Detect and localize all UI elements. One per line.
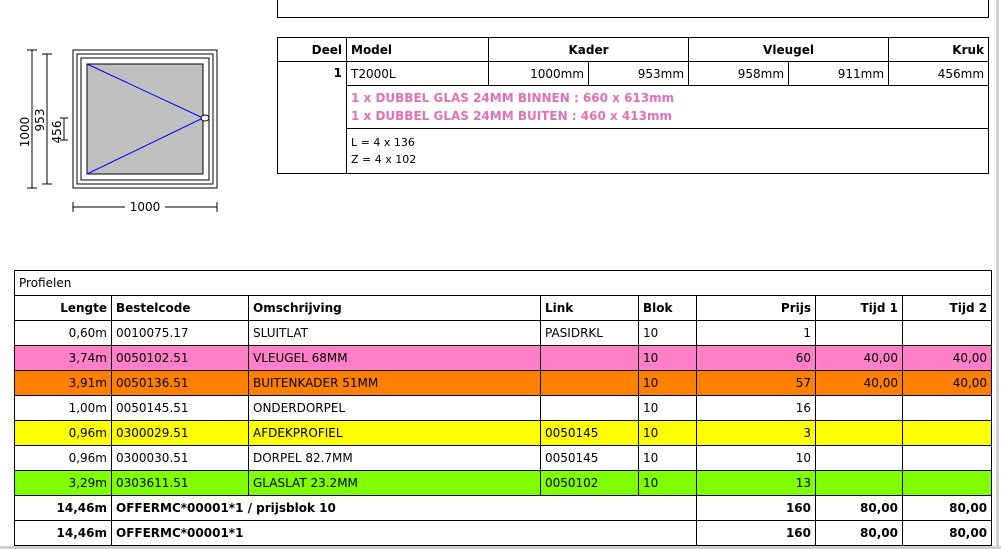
deel-header-row [278,38,989,62]
glass-pane [87,64,203,174]
total-prijs: 160 [697,521,816,546]
cell-tijd1: 40,00 [816,371,903,396]
cell-link [541,396,639,421]
cell-omschrijving: AFDEKPROFIEL [249,421,541,446]
cell-code: 0300030.51 [112,446,249,471]
cell-prijs: 10 [697,446,816,471]
cell-tijd2: 40,00 [903,371,992,396]
kader-value-1: 1000mm [489,62,589,86]
header-tijd1: Tijd 1 [816,296,903,321]
dim-label-height-outer: 1000 [18,116,32,148]
cell-omschrijving: DORPEL 82.7MM [249,446,541,471]
header-prijs: Prijs [697,296,816,321]
table-row [15,396,992,421]
cell-tijd2 [903,446,992,471]
cell-tijd1 [816,421,903,446]
model-value: T2000L [347,62,489,86]
cell-lengte: 0,96m [15,446,112,471]
profielen-title: Profielen [15,271,992,296]
dim-label-width: 1000 [129,200,161,214]
top-header-box [277,0,989,18]
glass-row [278,86,989,129]
cell-tijd2 [903,471,992,496]
header-blok: Blok [639,296,697,321]
cell-blok: 10 [639,321,697,346]
cell-link: 0050102 [541,471,639,496]
cell-prijs: 1 [697,321,816,346]
cell-prijs: 13 [697,471,816,496]
kader-value-2: 953mm [589,62,689,86]
notes-row [278,129,989,174]
profielen-table [14,270,992,546]
deel-table [277,37,989,174]
total-tijd1: 80,00 [816,521,903,546]
profielen-title-row [15,271,992,296]
cell-lengte: 3,91m [15,371,112,396]
cell-blok: 10 [639,421,697,446]
cell-omschrijving: VLEUGEL 68MM [249,346,541,371]
cell-lengte: 3,74m [15,346,112,371]
total-prijs: 160 [697,496,816,521]
kruk-value: 456mm [889,62,989,86]
total-tijd1: 80,00 [816,496,903,521]
cell-code: 0050145.51 [112,396,249,421]
cell-blok: 10 [639,346,697,371]
note-line-1: L = 4 x 136 [351,136,415,149]
note-line-2: Z = 4 x 102 [351,153,417,166]
total-label: OFFERMC*00001*1 / prijsblok 10 [112,496,697,521]
handle-icon [201,115,209,121]
cell-code: 0010075.17 [112,321,249,346]
table-row [15,321,992,346]
table-row [15,471,992,496]
total-label: OFFERMC*00001*1 [112,521,697,546]
cell-tijd1: 40,00 [816,346,903,371]
cell-code: 0050136.51 [112,371,249,396]
total-row [15,521,992,546]
dim-label-handle-height: 456 [50,120,64,144]
cell-link: PASIDRKL [541,321,639,346]
total-lengte: 14,46m [15,521,112,546]
window-drawing [10,40,230,220]
total-row [15,496,992,521]
cell-tijd1 [816,396,903,421]
cell-link: 0050145 [541,446,639,471]
vleugel-value-1: 958mm [689,62,789,86]
header-link: Link [541,296,639,321]
cell-omschrijving: GLASLAT 23.2MM [249,471,541,496]
dim-label-height-inner: 953 [33,108,47,132]
header-model: Model [347,38,489,62]
vleugel-value-2: 911mm [789,62,889,86]
cell-code: 0050102.51 [112,346,249,371]
cell-prijs: 16 [697,396,816,421]
cell-link [541,346,639,371]
total-tijd2: 80,00 [903,521,992,546]
cell-prijs: 57 [697,371,816,396]
cell-lengte: 1,00m [15,396,112,421]
glass-line-2: 1 x DUBBEL GLAS 24MM BUITEN : 460 x 413mm [351,109,672,123]
table-row [15,346,992,371]
cell-blok: 10 [639,471,697,496]
profielen-header-row [15,296,992,321]
cell-link: 0050145 [541,421,639,446]
cell-omschrijving: ONDERDORPEL [249,396,541,421]
cell-tijd2 [903,396,992,421]
cell-tijd1 [816,471,903,496]
glass-line-1: 1 x DUBBEL GLAS 24MM BINNEN : 660 x 613mm [351,91,675,105]
total-lengte: 14,46m [15,496,112,521]
header-kader: Kader [489,38,689,62]
window-right-edge [996,0,999,549]
header-tijd2: Tijd 2 [903,296,992,321]
cell-lengte: 3,29m [15,471,112,496]
cell-link [541,371,639,396]
cell-tijd2 [903,421,992,446]
cell-tijd1 [816,446,903,471]
cell-blok: 10 [639,371,697,396]
header-vleugel: Vleugel [689,38,889,62]
cell-omschrijving: SLUITLAT [249,321,541,346]
cell-lengte: 0,96m [15,421,112,446]
cell-tijd1 [816,321,903,346]
deel-data-row [278,62,989,86]
cell-prijs: 60 [697,346,816,371]
table-row [15,446,992,471]
header-kruk: Kruk [889,38,989,62]
cell-prijs: 3 [697,421,816,446]
deel-number: 1 [278,62,347,174]
cell-blok: 10 [639,396,697,421]
cell-tijd2 [903,321,992,346]
total-tijd2: 80,00 [903,496,992,521]
cell-lengte: 0,60m [15,321,112,346]
header-lengte: Lengte [15,296,112,321]
header-deel: Deel [278,38,347,62]
cell-code: 0300029.51 [112,421,249,446]
cell-tijd2: 40,00 [903,346,992,371]
cell-blok: 10 [639,446,697,471]
header-omschrijving: Omschrijving [249,296,541,321]
header-bestelcode: Bestelcode [112,296,249,321]
table-row [15,371,992,396]
table-row [15,421,992,446]
notes-cell [347,129,989,174]
cell-code: 0303611.51 [112,471,249,496]
cell-omschrijving: BUITENKADER 51MM [249,371,541,396]
glass-cell [347,86,989,129]
